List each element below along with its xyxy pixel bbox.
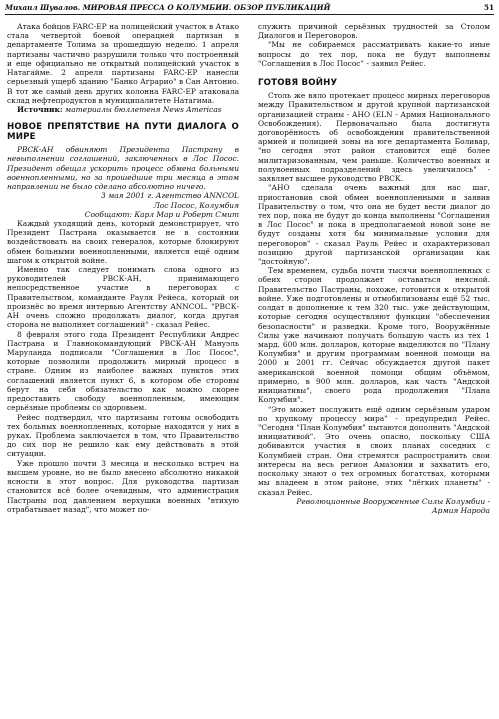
section-title-new-obstacle: НОВОЕ ПРЕПЯТСТВИЕ НА ПУТИ ДИАЛОГА О МИРЕ bbox=[7, 122, 239, 143]
running-header bbox=[5, 2, 494, 15]
right-column bbox=[258, 22, 490, 719]
source-note bbox=[7, 105, 239, 114]
page-number: 51 bbox=[483, 3, 494, 12]
article-paragraph: Рейес подтвердил, что партизаны готовы освободить тех больных военнопленных, которые находятся у них в руках. Проблема заключается в том, что Правительство до сих пор не решило как ему действовать в этой ситуации. bbox=[7, 412, 239, 459]
article-place: Лос Посос, Колумбия bbox=[153, 200, 239, 210]
article-paragraph: "Мы не собираемся рассматривать какие-то иные вопросы до тех пор, пока не будут выполнены "Соглашения в Лос Посос" - заявил Рейес. bbox=[258, 40, 490, 68]
continued-paragraph: служить причиной серьёзных трудностей за Столом Диалогов и Переговоров. bbox=[258, 22, 490, 41]
article-paragraph: Каждый уходящий день, который демонстрирует, что Президент Пастрана оказывается не в состоянии воздействовать на своих генералов, которые блокируют обмен больными военнопленными, является ещё одним шагом к открытой войне. bbox=[7, 218, 239, 265]
article-paragraph: Именно так следует понимать слова одного из руководителей РВСК-АН, принимающего непосредственное участие в переговорах с Правительством, команданте Рауля Рейеса, который он произнёс во время интервью Агентству ANNCOL. "РВСК-АН очень сложно продолжать диалог, когда другая сторона не выполняет соглашений" - сказал Рейес. bbox=[7, 265, 239, 330]
article-paragraph: "Это может послужить ещё одним серьёзным ударом по хрупкому процессу мира" - предупредил Рейес. "Сегодня "План Колумбия" пытаются дополнить "Андской инициативой". Это очень опасно, поскольку США добиваются участия в своих планах соседних с Колумбией стран. Они стремятся распространить свои интересы на весь регион Амазонии и захватить его, поскольку знают о тех огромных богатствах, которыми мы владеем в этом районе, этих "лёгких планеты" - сказал Рейес. bbox=[258, 404, 490, 497]
article-paragraph: Тем временем, судьба почти тысячи военнопленных с обеих сторон продолжает оставаться неясной. Правительство Пастраны, похоже, готовится к открытой войне. Уже подготовлены и отмобилизованы ещё 52 тыс. солдат в дополнение к тем 320 тыс. уже действующим, которые сегодня осуществляют функции "обеспечения безопасности" и разведки. Кроме того, Вооружённые Силы уже начинают получать большую часть из тех 1 мард. 600 млн. долларов, которые выделяются по "Плану Колумбия" и другим программам военной помощи на 2000 и 2001 гг. Сейчас обсуждается другой пакет американской военной помощи общим объёмом, примерно, в 900 млн. долларов, как часть "Андской инициативы", своего рода продолжения "Плана Колумбия". bbox=[258, 266, 490, 405]
article-paragraph: Уже прошло почти 3 месяца и несколько встреч на высшем уровне, но не было внесено абсолютно никакой ясности в этот вопрос. Для руководства партизан становится всё более очевидным, что администрация Пастраны под давлением верхушки военных "втихую отрабатывает назад", что может по- bbox=[7, 458, 239, 514]
header-title: МИРОВАЯ ПРЕССА О КОЛУМБИИ. ОБЗОР ПУБЛИКАЦИЙ bbox=[82, 3, 331, 12]
source-label: Источник: bbox=[17, 104, 63, 114]
article-paragraph: Столь же вяло протекает процесс мирных переговоров между Правительством и другой крупной партизанской организацией страны - АНО (ELN - Армия Национального Освобождения). Первоначально была достигнута договорённость об освобождении правительственной армией и полицией зоны на юге департамента Боливар, "но сегодня этот район становится ещё более милитаризованным, чем раньше. Количество военных и полувоенных подразделений здесь увеличилось" - заявляет высшее руководство РВСК. bbox=[258, 91, 490, 184]
article-lead: РВСК-АН обвиняют Президента Пастрану в невыполнении соглашений, заключенных в Лос Посос. Президент обещал ускорить процесс обмена больными военнопленными, но за прошедшие три месяца в этом направлении не было сделано абсолютно ничего. bbox=[7, 145, 239, 192]
signature-line: Армия Народа bbox=[432, 505, 490, 515]
article-dateline: 3 мая 2001 г. Агентство ANNCOL bbox=[100, 191, 239, 201]
header-author: Михаил Шувалов. bbox=[5, 3, 81, 12]
section-title-preparing-war: ГОТОВЯ ВОЙНУ bbox=[258, 78, 338, 89]
intro-paragraph: Атака бойцов FARC-EP на полицейский участок в Атако стала четвертой боевой операцией партизан в департаменте Толима за прошедшую неделю. 1 апреля партизаны частично разрушили только что построенный и еще официально не открытый полицейский участок в Натагайме. 2 апреля партизаны FARC-EP нанесли серьезный ущерб зданию "Банко Аграрио" в Сан Антонио. В тот же самый день других колонна FARC-EP атаковала склад нефтепродуктов в муниципалитете Натагима. bbox=[7, 22, 239, 105]
left-column bbox=[7, 22, 239, 719]
signature-line: Революционные Вооруженные Силы Колумбии - bbox=[296, 496, 490, 506]
article-paragraph: 8 февраля этого года Президент Республики Андрес Пастрана и Главнокомандующий РВСК-АН Мануэль Маруланда подписали "Соглашения в Лос Посос", которые позволили продолжить мирный процесс в стране. Одним из наиболее важных пунктов этих соглашений является пункт 6, в котором обе стороны берут на себя обязательство как можно скорее предоставить свободу военнопленным, имеющим серьёзные проблемы со здоровьем. bbox=[7, 329, 239, 413]
article-byline: Сообщают: Карл Мар и Роберт Смит bbox=[84, 209, 239, 219]
article-paragraph: "АНО сделала очень важный для нас шаг, приостановив свой обмен военнопленными и заявив Правительству о том, что она не будет вести диалог до тех пор, пока не будут до конца выполнены "Соглашения в Лос Посос" и пока в предполагаемой новой зоне не будут созданы хотя бы минимальные условия для переговоров" - сказал Рауль Рейес и охарактеризовал позицию другой партизанской организации как "достойную". bbox=[258, 183, 490, 267]
source-text: материалы бюллетеня News Americas bbox=[65, 104, 222, 114]
